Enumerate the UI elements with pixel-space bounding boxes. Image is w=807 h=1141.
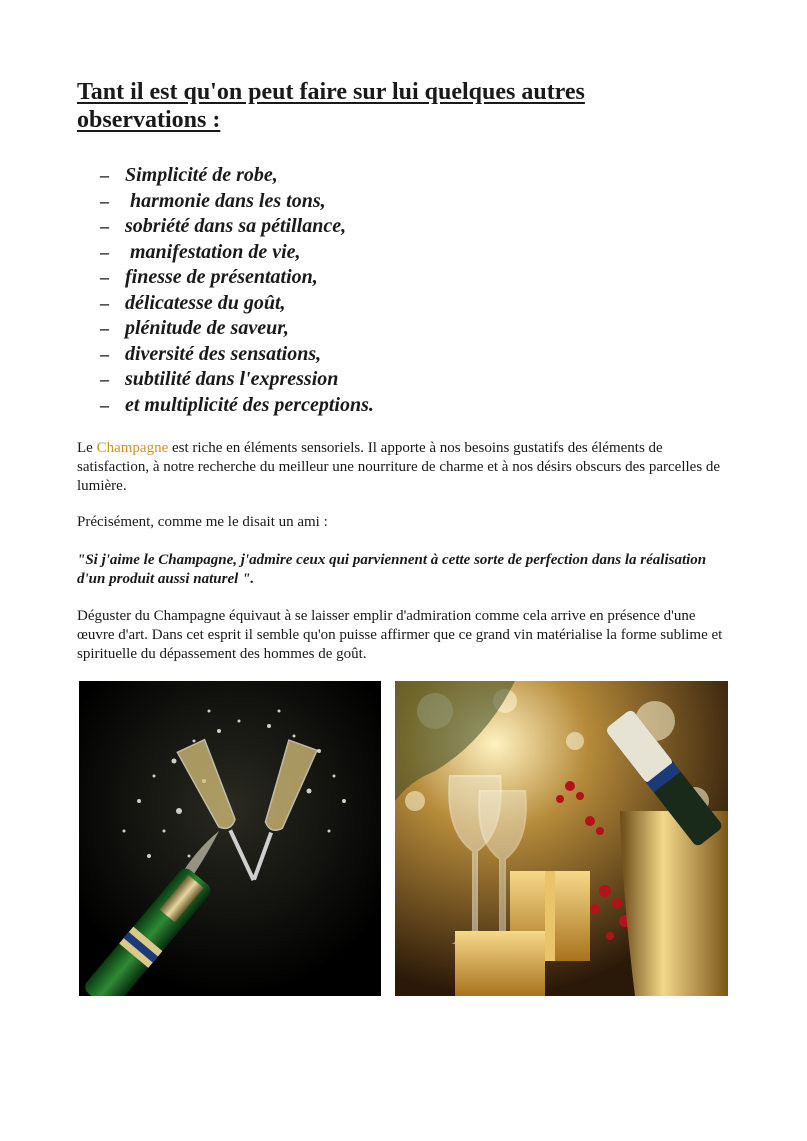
list-item bbox=[100, 163, 374, 189]
list-item bbox=[100, 367, 374, 393]
bullet-marker: – bbox=[100, 241, 109, 262]
paragraph-text: est riche en éléments sensoriels. Il apporte à nos besoins gustatifs des éléments de satisfaction, à notre recherche du meilleur une nourriture de charme et à nos désirs obscurs des parcelles de lumière. bbox=[77, 440, 721, 494]
bullet-marker: – bbox=[100, 394, 109, 415]
bullet-marker: – bbox=[100, 216, 109, 236]
intro-paragraph bbox=[77, 439, 727, 496]
list-item bbox=[100, 342, 374, 368]
list-item bbox=[100, 316, 374, 342]
page-title: Tant il est qu'on peut faire sur lui quelques autres observations : bbox=[77, 79, 585, 133]
list-item-text: diversité des sensations, bbox=[125, 342, 322, 365]
list-item bbox=[100, 189, 374, 215]
friend-quote: "Si j'aime le Champagne, j'admire ceux qui parviennent à cette sorte de perfection dans la réalisation d'un produit aussi naturel ". bbox=[77, 552, 707, 587]
list-item-text: manifestation de vie, bbox=[125, 240, 301, 263]
list-item-text: Simplicité de robe, bbox=[125, 164, 278, 186]
bullet-marker: – bbox=[100, 267, 109, 287]
bullet-marker: – bbox=[100, 318, 109, 338]
paragraph-text: Le bbox=[77, 440, 97, 456]
list-item-text: plénitude de saveur, bbox=[125, 317, 289, 339]
bullet-marker: – bbox=[100, 165, 109, 185]
list-item-text: et multiplicité des perceptions. bbox=[125, 393, 374, 416]
champagne-splash-photo bbox=[79, 681, 381, 996]
bullet-marker: – bbox=[100, 369, 109, 389]
list-item bbox=[100, 393, 374, 419]
friend-intro-paragraph: Précisément, comme me le disait un ami : bbox=[77, 514, 328, 530]
list-item-text: subtilité dans l'expression bbox=[125, 368, 339, 390]
list-item bbox=[100, 240, 374, 266]
bullet-marker: – bbox=[100, 292, 109, 313]
tasting-paragraph: Déguster du Champagne équivaut à se laisser emplir d'admiration comme cela arrive en présence d'une œuvre d'art. Dans cet esprit il semble qu'on puisse affirmer que ce grand vin matérialise la forme sublime et spirituelle du dépassement des hommes de goût. bbox=[77, 608, 723, 662]
list-item-text: harmonie dans les tons, bbox=[125, 189, 326, 212]
qualities-list bbox=[100, 163, 374, 418]
champagne-link[interactable]: Champagne bbox=[96, 440, 169, 456]
list-item-text: sobriété dans sa pétillance, bbox=[125, 215, 347, 237]
list-item-text: finesse de présentation, bbox=[125, 266, 318, 288]
list-item bbox=[100, 214, 374, 240]
bullet-marker: – bbox=[100, 190, 109, 211]
champagne-celebration-photo bbox=[395, 681, 728, 996]
list-item bbox=[100, 265, 374, 291]
list-item bbox=[100, 291, 374, 317]
list-item-text: délicatesse du goût, bbox=[125, 291, 286, 314]
bullet-marker: – bbox=[100, 343, 109, 364]
